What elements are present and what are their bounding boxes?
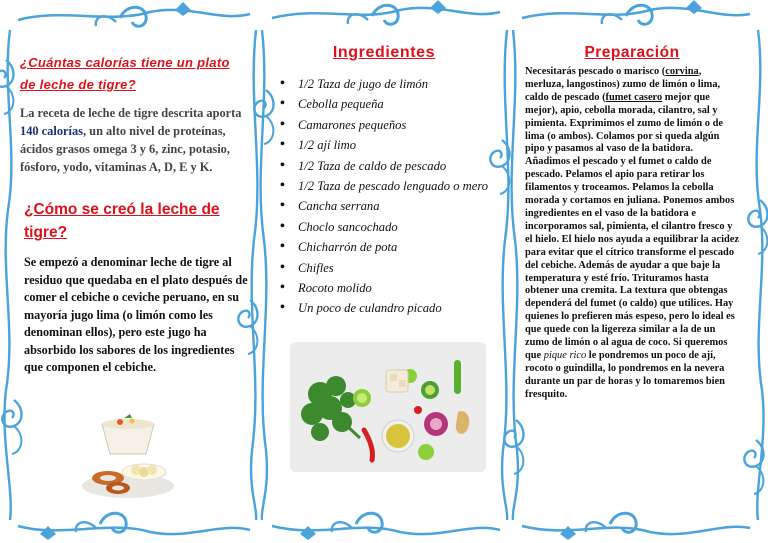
list-item: • Chifles — [274, 258, 500, 278]
list-item: • Cebolla pequeña — [274, 94, 500, 114]
origin-paragraph: Se empezó a denominar leche de tigre al residuo que quedaba en el plato después de comer el cebiche o ceviche peruano, en su mayoría jugo lima (o limón como les denominan ellos), pero este jugo ha absorbido los sabores de los ingredientes que componen el cebiche. — [24, 255, 248, 374]
list-item: • Rocoto molido — [274, 278, 500, 298]
list-item: • 1/2 Taza de caldo de pescado — [274, 156, 500, 176]
ingredients-title: Ingredientes — [332, 44, 436, 61]
leche-de-tigre-dish-image — [82, 414, 184, 500]
ingredients-list — [274, 74, 500, 319]
list-item: • 1/2 ají limo — [274, 135, 500, 155]
calories-paragraph — [20, 104, 248, 176]
calories-text-end: , un alto nivel de proteínas, ácidos grasos omega 3 y 6, zinc, potasio, fósforo, yodo, vitaminas A, D, E y K. — [20, 124, 230, 174]
pique-rico-italic: pique rico — [543, 349, 587, 361]
list-item: • Choclo sancochado — [274, 217, 500, 237]
preparation-text: , merluza, langostinos) zumo de limón o lima, caldo de pescado ( — [525, 66, 721, 103]
calories-value: 140 calorías — [20, 124, 83, 138]
preparation-text: le pondremos un poco de ají, rocoto o guindilla, lo pondremos en la nevera durante un par de horas y lo tomaremos bien fresquito. — [525, 349, 725, 400]
fumet-casero-link[interactable]: fumet casero — [605, 91, 663, 103]
list-item: • Cancha serrana — [274, 196, 500, 216]
list-item: • Chicharrón de pota — [274, 237, 500, 257]
origin-question-heading: ¿Cómo se creó la leche de tigre? — [24, 201, 220, 241]
preparation-title: Preparación — [584, 44, 680, 61]
list-item: • Un poco de culandro picado — [274, 298, 500, 318]
ingredients-photo — [290, 342, 486, 472]
list-item: • Camarones pequeños — [274, 115, 500, 135]
panel-preparation — [521, 38, 743, 513]
list-item: • 1/2 Taza de jugo de limón — [274, 74, 500, 94]
preparation-paragraph — [525, 66, 739, 402]
corvina-link[interactable]: corvina — [665, 66, 699, 77]
preparation-text: Necesitarás pescado o marisco ( — [525, 66, 666, 77]
calories-question-heading: ¿Cuántas calorías tiene un plato de leche de tigre? — [20, 55, 230, 92]
calories-text-start: La receta de leche de tigre descrita aporta — [20, 106, 242, 120]
preparation-text: mejor que mejor), apio, cebolla morada, cilantro, sal y pimienta. Exprimimos el zumo de limón o de lima (o ambos). Colamos por si queda algún pipo y pasamos al vaso de la batidora. Añadimos el pescado y el fumet o caldo de pescado. Pelamos el apio para retirar los filamentos y troceamos. Pelamos la cebolla morada y cortamos en juliana. Ponemos ambos ingredientes en el vaso de la batidora e incorporamos sal, pimienta, el cilantro fresco y el hielo. El hielo nos ayuda a equilibrar la acidez para evitar que el cítrico transforme el pescado del cebiche. Además de ayudar a que baje la temperatura y esté frío. Trituramos hasta obtener una cremita. La textura que obtengas dependerá del fumet (o caldo) que utilices. Hay quienes lo prefieren más espeso, pero lo ideal es que quede con la ligereza similar a la de un zumo de limón o al agua de coco. Si queremos que — [525, 91, 739, 361]
list-item: • 1/2 Taza de pescado lenguado o mero — [274, 176, 500, 196]
